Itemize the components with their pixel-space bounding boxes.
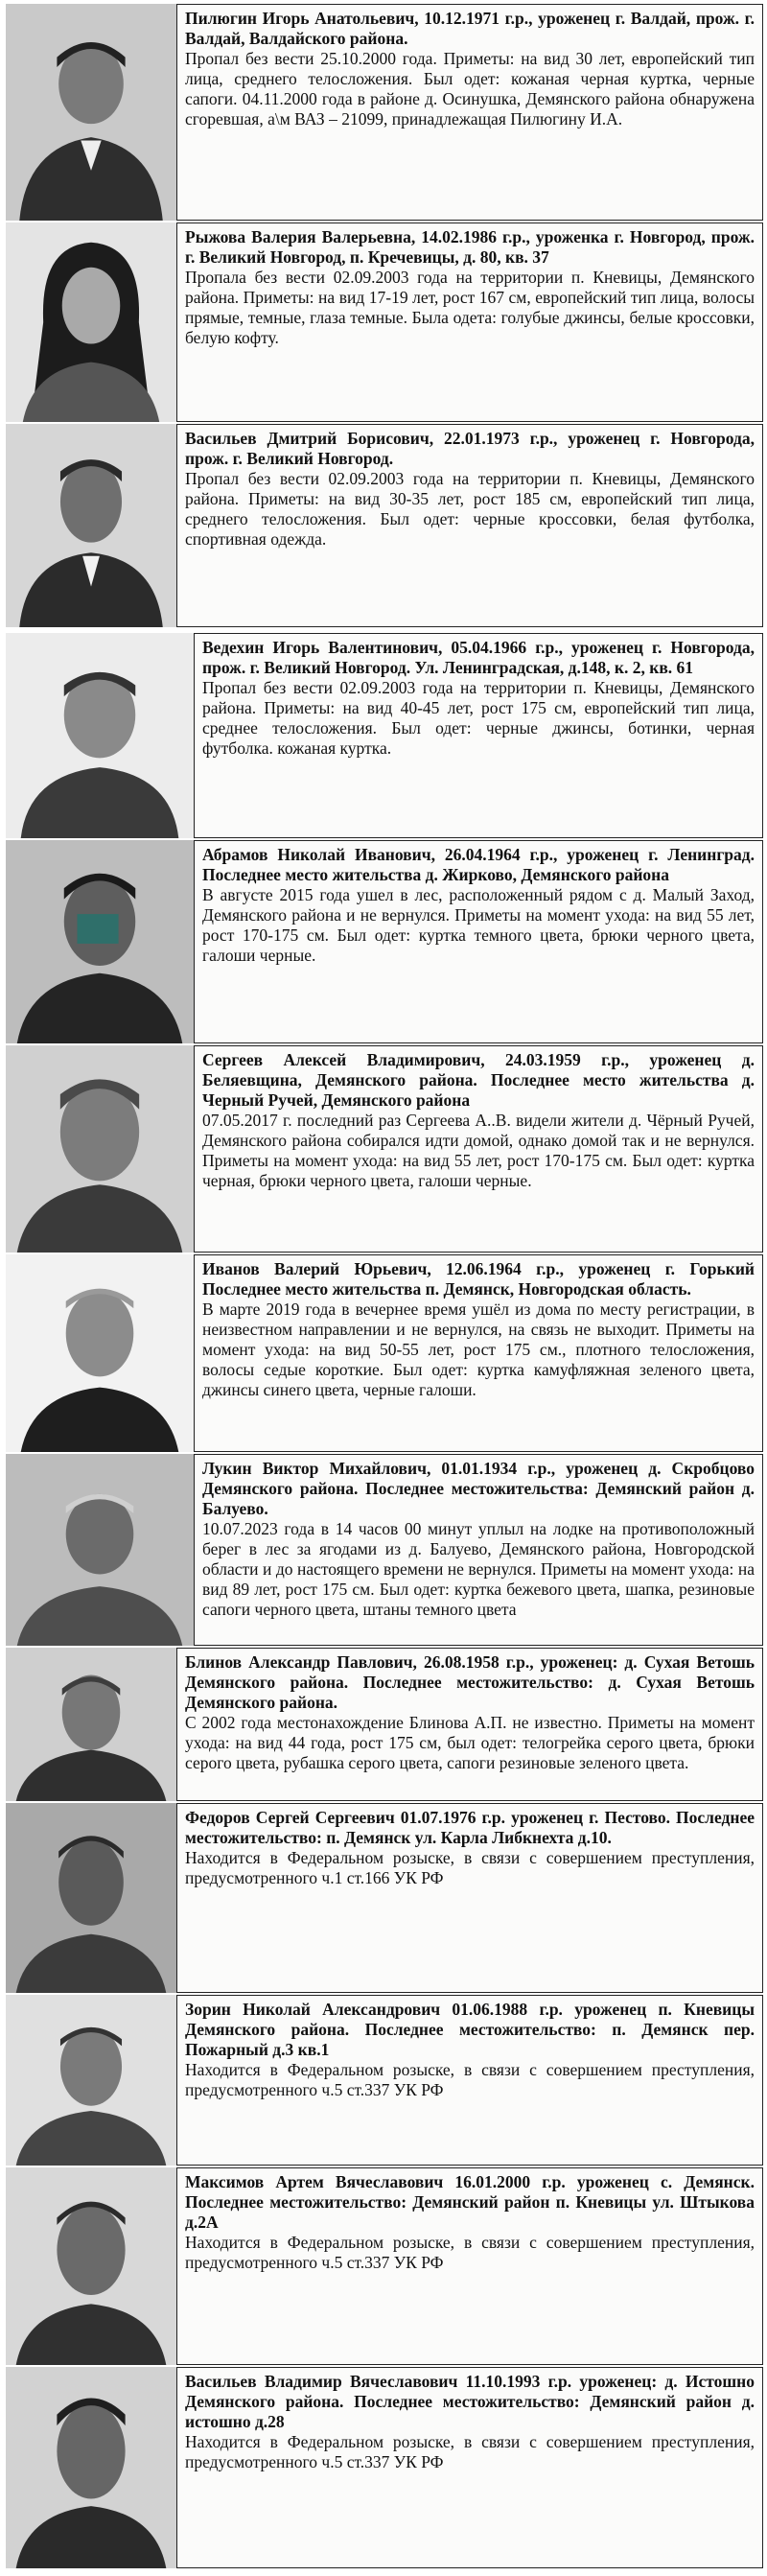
person-description xyxy=(194,840,763,1043)
person-photo xyxy=(6,1803,176,1993)
person-description xyxy=(176,2167,763,2365)
person-details: Находится в Федеральном розыске, в связи с совершением преступления, предусмотренного ч.1 ст.166 УК РФ xyxy=(185,1848,755,1887)
person-header: Блинов Александр Павлович, 26.08.1958 г.р., уроженец: д. Сухая Ветошь Демянского района. Последнее местожительство: д. Сухая Ветошь Демянского района. xyxy=(185,1652,755,1712)
person-details: Находится в Федеральном розыске, в связи с совершением преступления, предусмотренного ч.5 ст.337 УК РФ xyxy=(185,2060,755,2099)
person-details: В августе 2015 года ушел в лес, расположенный рядом с д. Малый Заход, Демянского района и не вернулся. Приметы на момент ухода: на вид 55 лет, рост 170-175 см. Был одет: куртка темного цвета, брюки черного цвета, галоши черные. xyxy=(202,885,755,965)
person-description xyxy=(194,1045,763,1253)
person-entry xyxy=(6,840,763,1043)
person-description xyxy=(176,222,763,422)
person-photo xyxy=(6,633,194,838)
person-entry xyxy=(6,1045,763,1253)
person-entry xyxy=(6,2367,763,2568)
person-header: Пилюгин Игорь Анатольевич, 10.12.1971 г.р., уроженец г. Валдай, прож. г. Валдай, Валдайского района. xyxy=(185,9,755,48)
person-header: Ведехин Игорь Валентинович, 05.04.1966 г.р., уроженец г. Новгорода, прож. г. Великий Новгород. Ул. Ленинградская, д.148, к. 2, кв. 61 xyxy=(202,638,755,677)
person-header: Максимов Артем Вячеславович 16.01.2000 г.р. уроженец с. Демянск. Последнее местожительство: Демянский район п. Кневицы ул. Штыкова д.2А xyxy=(185,2172,755,2232)
person-details: Пропал без вести 25.10.2000 года. Приметы: на вид 30 лет, европейский тип лица, среднего телосложения. Был одет: кожаная черная куртка, черные сапоги. 04.11.2000 года в районе д. Осинушка, Демянского района обнаружена сгоревшая, а\м ВАЗ – 21099, принадлежащая Пилюгину И.А. xyxy=(185,49,755,129)
person-description xyxy=(194,1454,763,1646)
person-entry xyxy=(6,1648,763,1801)
person-photo xyxy=(6,840,194,1043)
person-details: 07.05.2017 г. последний раз Сергеева А..В. видели жители д. Чёрный Ручей, Демянского района собирался идти домой, однако домой так и не вернулся. Приметы на момент ухода: на вид 55 лет, рост 170-175 см. Был одет: куртка черная, брюки черного цвета, галоши черные. xyxy=(202,1111,755,1190)
person-entry xyxy=(6,1995,763,2166)
person-details: Пропал без вести 02.09.2003 года на территории п. Кневицы, Демянского района. Приметы: на вид 40-45 лет, рост 175 см, европейский тип лица, среднее телосложения. Был одет: черные джинсы, ботинки, черная футболка. кожаная куртка. xyxy=(202,678,755,758)
person-entry xyxy=(6,2167,763,2365)
person-entry xyxy=(6,424,763,627)
person-header: Зорин Николай Александрович 01.06.1988 г.р. уроженец п. Кневицы Демянского района. Последнее местожительство: п. Демянск пер. Пожарный д.3 кв.1 xyxy=(185,2000,755,2059)
person-header: Васильев Дмитрий Борисович, 22.01.1973 г.р., уроженец г. Новгорода, прож. г. Великий Новгород. xyxy=(185,429,755,468)
person-entry xyxy=(6,222,763,422)
person-description xyxy=(194,1254,763,1452)
person-details: С 2002 года местонахождение Блинова А.П. не известно. Приметы на момент ухода: на вид 44 года, рост 175 см, был одет: телогрейка серого цвета, брюки серого цвета, рубашка серого цвета, сапоги резиновые зеленого цвета. xyxy=(185,1713,755,1772)
person-entry xyxy=(6,1454,763,1646)
person-photo xyxy=(6,1045,194,1253)
person-details: Находится в Федеральном розыске, в связи с совершением преступления, предусмотренного ч.5 ст.337 УК РФ xyxy=(185,2233,755,2272)
person-description xyxy=(176,2367,763,2568)
person-description xyxy=(176,1995,763,2166)
person-header: Васильев Владимир Вячеславович 11.10.1993 г.р. уроженец: д. Истошно Демянского района. Последнее местожительство: Демянский район д. истошно д.28 xyxy=(185,2372,755,2431)
person-header: Иванов Валерий Юрьевич, 12.06.1964 г.р., уроженец г. Горький Последнее место жительства п. Демянск, Новгородская область. xyxy=(202,1259,755,1299)
person-entry xyxy=(6,1803,763,1993)
person-photo xyxy=(6,424,176,627)
person-photo xyxy=(6,2167,176,2365)
person-entry xyxy=(6,633,763,838)
person-details: Находится в Федеральном розыске, в связи с совершением преступления, предусмотренного ч.5 ст.337 УК РФ xyxy=(185,2432,755,2471)
person-entry xyxy=(6,1254,763,1452)
person-header: Абрамов Николай Иванович, 26.04.1964 г.р., уроженец г. Ленинград. Последнее место жительства д. Жирково, Демянского района xyxy=(202,845,755,884)
person-details: Пропала без вести 02.09.2003 года на территории п. Кневицы, Демянского района. Приметы: на вид 17-19 лет, рост 167 см, европейский тип лица, волосы прямые, темные, глаза темные. Была одета: голубые джинсы, белые кроссовки, белую кофту. xyxy=(185,268,755,347)
person-header: Сергеев Алексей Владимирович, 24.03.1959 г.р., уроженец д. Беляевщина, Демянского района. Последнее место жительства д. Черный Ручей, Демянского района xyxy=(202,1050,755,1110)
person-photo xyxy=(6,1454,194,1646)
person-details: 10.07.2023 года в 14 часов 00 минут уплыл на лодке на противоположный берег в лес за ягодами из д. Балуево, Демянского района, Новгородской области и до настоящего времени не вернулся. Приметы на момент ухода: на вид 89 лет, рост 175 см. Был одет: куртка бежевого цвета, шапка, резиновые сапоги черного цвета, штаны темного цвета xyxy=(202,1519,755,1619)
person-entry xyxy=(6,4,763,221)
person-header: Рыжова Валерия Валерьевна, 14.02.1986 г.р., уроженка г. Новгород, прож. г. Великий Новгород, п. Кречевицы, д. 80, кв. 37 xyxy=(185,227,755,267)
person-details: В марте 2019 года в вечернее время ушёл из дома по месту регистрации, в неизвестном направлении и не вернулся, на связь не выходит. Приметы на момент ухода: на вид 50-55 лет, рост 175 см., плотного телосложения, волосы седые короткие. Был одет: куртка камуфляжная зеленого цвета, джинсы синего цвета, черные галоши. xyxy=(202,1300,755,1399)
person-photo xyxy=(6,4,176,221)
person-description xyxy=(194,633,763,838)
person-photo xyxy=(6,1254,194,1452)
person-description xyxy=(176,1648,763,1801)
person-header: Лукин Виктор Михайлович, 01.01.1934 г.р., уроженец д. Скробцово Демянского района. Последнее местожительства: Демянский район д. Балуево. xyxy=(202,1459,755,1518)
person-photo xyxy=(6,222,176,422)
person-header: Федоров Сергей Сергеевич 01.07.1976 г.р. уроженец г. Пестово. Последнее местожительство: п. Демянск ул. Карла Либкнехта д.10. xyxy=(185,1808,755,1847)
person-description xyxy=(176,424,763,627)
person-photo xyxy=(6,1648,176,1801)
person-photo xyxy=(6,1995,176,2166)
person-photo xyxy=(6,2367,176,2568)
person-description xyxy=(176,4,763,221)
person-details: Пропал без вести 02.09.2003 года на территории п. Кневицы, Демянского района. Приметы: на вид 30-35 лет, рост 185 см, европейский тип лица, среднего телосложения. Был одет: черные кроссовки, белая футболка, спортивная одежда. xyxy=(185,469,755,549)
person-description xyxy=(176,1803,763,1993)
